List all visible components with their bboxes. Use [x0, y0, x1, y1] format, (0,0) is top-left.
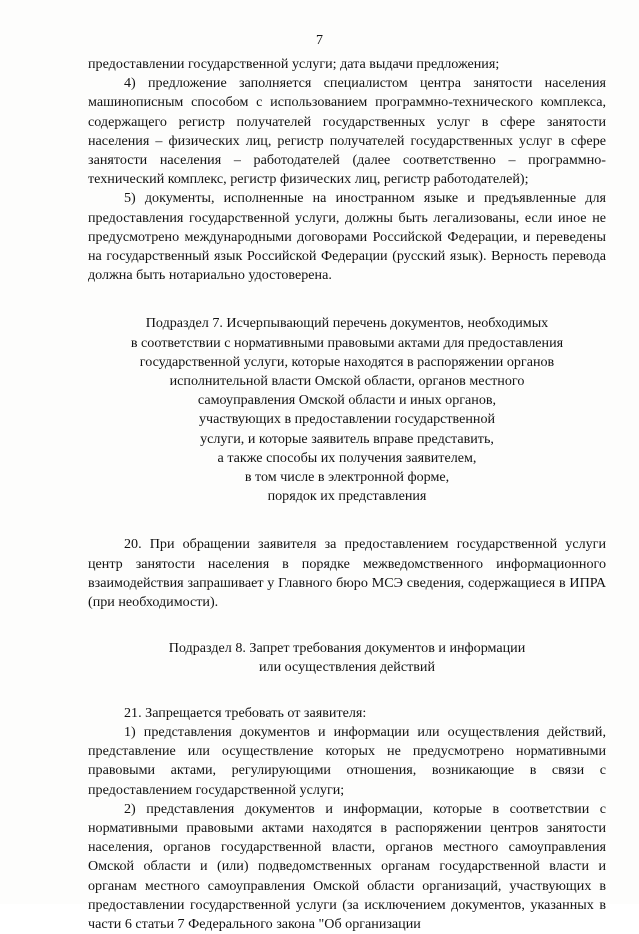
heading-line: Подраздел 7. Исчерпывающий перечень документов, необходимых: [145, 315, 549, 332]
paragraph-20: 20. При обращении заявителя за предоставлением государственной услуги центр занятости населения в порядке межведомственного информационного взаимодействия запрашивает у Главного бюро МСЭ сведения, содержащиеся в ИПРА (при необходимости).: [88, 536, 606, 611]
document-body: [88, 55, 606, 934]
heading-line: а также способы их получения заявителем,: [217, 449, 477, 466]
heading-line: Подраздел 8. Запрет требования документов и информации: [168, 640, 526, 657]
paragraph: 2) представления документов и информации, которые в соответствии с нормативными правовыми актами находятся в распоряжении центров занятости населения, органов государственной власти, органов местного самоуправления Омской области и (или) подведомственных органам государственной власти и органам местного самоуправления Омской области организаций, участвующих в предоставлении государственной услуги (за исключением документов, указанных в части 6 статьи 7 Федерального закона "Об организации: [88, 800, 606, 932]
heading-line: порядок их представления: [267, 488, 427, 505]
heading-line: государственной услуги, которые находятся в распоряжении органов: [139, 353, 555, 370]
heading-line: самоуправления Омской области и иных органов,: [197, 392, 497, 409]
paragraph: 1) представления документов и информации или осуществления действий, представление или осуществление которых не предусмотрено нормативными правовыми актами, регулирующими отношения, возникающие в связи с предоставлением государственной услуги;: [88, 723, 606, 798]
heading-line: или осуществления действий: [259, 659, 435, 676]
heading-line: в соответствии с нормативными правовыми актами для предоставления: [130, 334, 564, 351]
paragraph: 21. Запрещается требовать от заявителя:: [124, 704, 367, 721]
paragraphs-top: [88, 55, 606, 285]
page-number: 7: [316, 33, 323, 48]
heading-line: услуги, и которые заявитель вправе представить,: [200, 430, 494, 447]
paragraphs-bottom: [88, 704, 606, 934]
heading-line: в том числе в электронной форме,: [244, 469, 450, 486]
subsection-8-heading: [88, 639, 606, 677]
heading-line: участвующих в предоставлении государственной: [198, 411, 496, 428]
heading-line: исполнительной власти Омской области, органов местного: [169, 373, 525, 390]
paragraph: 5) документы, исполненные на иностранном языке и предъявленные для предоставления государственной услуги, должны быть легализованы, если иное не предусмотрено международными договорами Российской Федерации, и переведены на государственный язык Российской Федерации (русский язык). Верность перевода должна быть нотариально удостоверена.: [88, 190, 606, 284]
subsection-7-heading: [88, 314, 606, 506]
paragraph: 4) предложение заполняется специалистом центра занятости населения машинописным способом с использованием программно-технического комплекса, содержащего регистр получателей государственных услуг в сфере занятости населения – физических лиц, регистр получателей государственных услуг в сфере занятости населения – работодателей (далее соответственно – программно-технический комплекс, регистр физических лиц, регистр работодателей);: [88, 75, 606, 188]
paragraph: предоставлении государственной услуги; дата выдачи предложения;: [88, 56, 500, 72]
